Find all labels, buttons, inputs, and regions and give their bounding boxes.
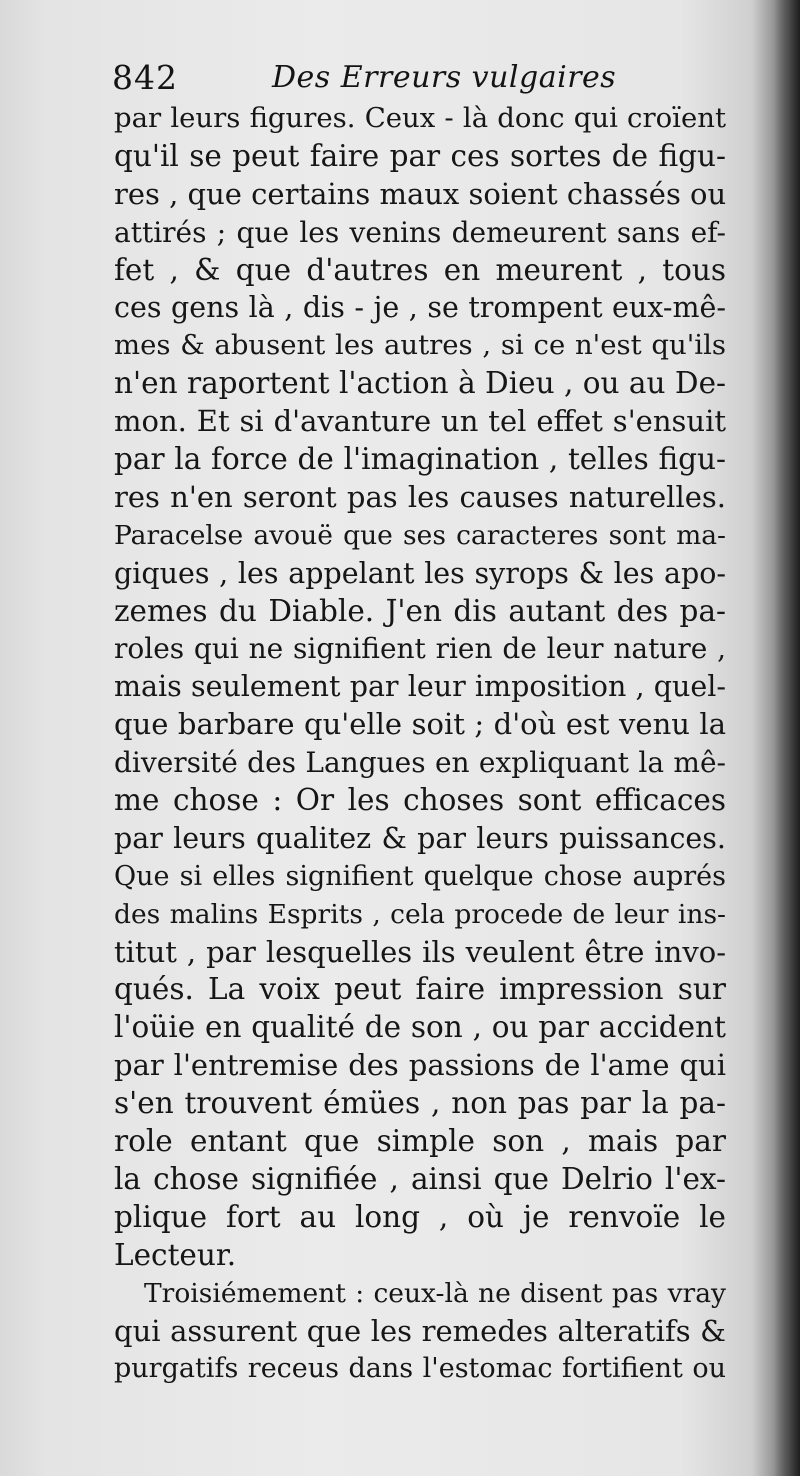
text-line: par la force de l'imagination , telles figu-	[114, 442, 726, 477]
text-line: res , que certains maux soient chassés ou	[114, 176, 727, 211]
text-line: attirés ; que les venins demeurent sans ef-	[114, 215, 726, 249]
page-number: 842	[112, 58, 178, 97]
text-line: titut , par lesquelles ils veulent être invo-	[114, 934, 726, 969]
text-line: que barbare qu'elle soit ; d'où est venu la	[114, 707, 726, 742]
text-line: qu'il se peut faire par ces sortes de figu-	[114, 138, 726, 173]
text-line: des malins Esprits , cela procede de leur ins-	[114, 898, 726, 930]
text-line: mais seulement par leur imposition , quel-	[114, 670, 726, 704]
text-line: Que si elles signifient quelque chose auprés	[114, 860, 726, 892]
text-line: roles qui ne signifient rien de leur nature ,	[114, 632, 726, 666]
text-line: par l'entremise des passions de l'ame qui	[114, 1048, 726, 1083]
text-line: mon. Et si d'avanture un tel effet s'ensuit	[114, 404, 726, 439]
page-header	[112, 56, 712, 104]
text-line: zemes du Diable. J'en dis autant des pa-	[114, 593, 726, 628]
text-line: me chose : Or les choses sont efficaces	[114, 783, 726, 818]
text-line: role entant que simple son , mais par	[114, 1124, 726, 1159]
text-line: Troisiémement : ceux-là ne disent pas vray	[144, 1277, 726, 1309]
page-gutter-shadow	[774, 0, 800, 1476]
text-line: giques , les appelant les syrops & les apo-	[114, 556, 726, 590]
text-line: ces gens là , dis - je , se trompent eux-mê-	[114, 291, 726, 325]
text-line: plique fort au long , où je renvoïe le	[114, 1199, 726, 1234]
text-line: par leurs qualitez & par leurs puissances.	[114, 821, 726, 855]
text-line: Lecteur.	[114, 1237, 237, 1272]
text-line: s'en trouvent émües , non pas par la pa-	[114, 1086, 726, 1121]
text-line: qués. La voix peut faire impression sur	[114, 972, 726, 1007]
text-line: mes & abusent les autres , si ce n'est qu'ils	[114, 329, 726, 362]
running-title: Des Erreurs vulgaires	[272, 60, 617, 95]
text-line: fet , & que d'autres en meurent , tous	[114, 252, 726, 287]
text-line: res n'en seront pas les causes naturelles.	[114, 479, 726, 514]
text-line: Paracelse avouë que ses caracteres sont ma-	[114, 519, 726, 551]
text-line: purgatifs receus dans l'estomac fortifient ou	[114, 1353, 726, 1385]
text-line: l'oüie en qualité de son , ou par accident	[114, 1010, 726, 1045]
text-line: diversité des Langues en expliquant la mê-	[114, 746, 726, 780]
body-text	[114, 100, 726, 1388]
text-line: la chose signifiée , ainsi que Delrio l'ex-	[114, 1161, 726, 1196]
text-line: par leurs figures. Ceux - là donc qui croïent	[114, 102, 726, 134]
text-line: qui assurent que les remedes alteratifs &	[114, 1313, 726, 1348]
text-line: n'en raportent l'action à Dieu , ou au De-	[114, 366, 726, 401]
